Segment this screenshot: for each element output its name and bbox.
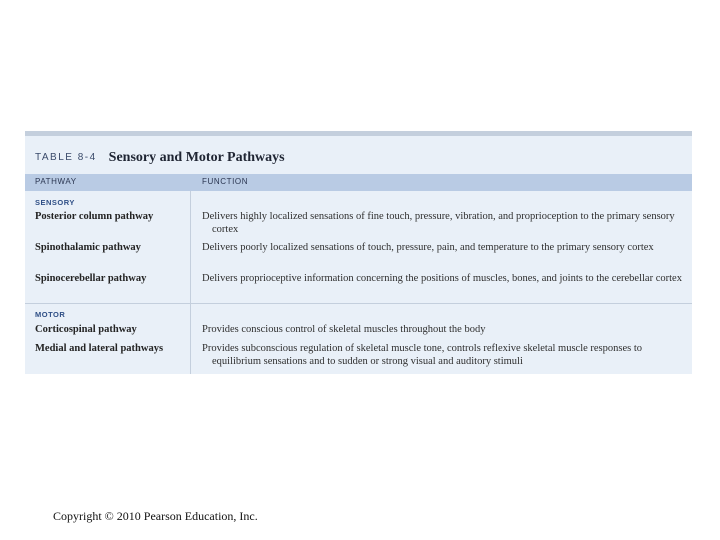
pathways-table xyxy=(25,131,692,374)
table-title: Sensory and Motor Pathways xyxy=(108,150,285,165)
copyright-notice: Copyright © 2010 Pearson Education, Inc. xyxy=(53,509,258,523)
pathway-name: Posterior column pathway xyxy=(35,211,154,222)
pathway-name: Medial and lateral pathways xyxy=(35,343,164,354)
column-divider xyxy=(190,191,191,374)
table-number: TABLE 8-4 xyxy=(35,152,97,163)
pathway-function: Delivers highly localized sensations of fine touch, pressure, vibration, and proprioception to the primary sensory cortex xyxy=(202,211,675,235)
column-header-function: FUNCTION xyxy=(202,177,249,186)
pathway-function: Provides conscious control of skeletal muscles throughout the body xyxy=(202,324,486,335)
section-label-sensory: SENSORY xyxy=(35,198,75,207)
table-header xyxy=(25,174,692,191)
pathway-function: Provides subconscious regulation of skeletal muscle tone, controls reflexive skeletal muscle responses to equilibrium sensations and to sudden or strong visual and auditory stimuli xyxy=(202,343,643,367)
section-label-motor: MOTOR xyxy=(35,310,66,319)
pathway-name: Corticospinal pathway xyxy=(35,324,137,335)
pathway-name: Spinothalamic pathway xyxy=(35,242,141,253)
pathway-function: Delivers poorly localized sensations of touch, pressure, pain, and temperature to the primary sensory cortex xyxy=(202,242,654,253)
section-divider xyxy=(25,303,692,304)
pathway-name: Spinocerebellar pathway xyxy=(35,273,147,284)
table-title-row xyxy=(35,148,285,166)
column-header-pathway: PATHWAY xyxy=(35,177,77,186)
pathway-function: Delivers proprioceptive information concerning the positions of muscles, bones, and joints to the cerebellar cortex xyxy=(202,273,682,284)
